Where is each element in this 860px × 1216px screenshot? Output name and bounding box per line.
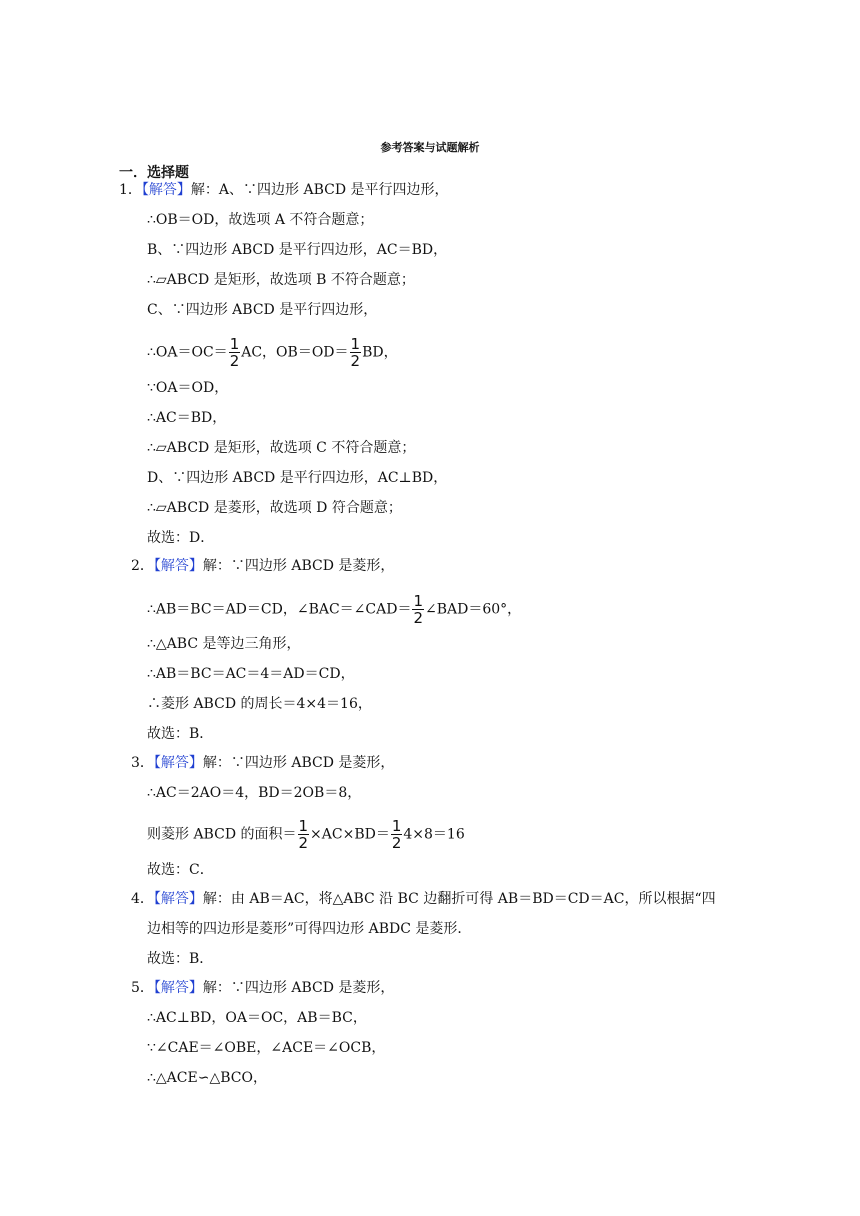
answer-line xyxy=(147,694,372,714)
answer-text: ∴▱ABCD 是菱形，故选项 D 符合题意； xyxy=(147,500,402,516)
answer-text: 解：∵四边形 ABCD 是菱形， xyxy=(202,755,395,771)
answer-line xyxy=(147,634,301,654)
answer-line xyxy=(131,978,394,998)
fraction: $\frac{1}{2}$ xyxy=(350,335,361,370)
answer-line xyxy=(147,949,213,969)
answer-tag: 【解答】 xyxy=(153,980,203,996)
answer-line xyxy=(147,498,402,518)
answer-text: 边相等的四边形是菱形”可得四边形 ABDC 是菱形． xyxy=(147,921,472,937)
answer-text: C、∵四边形 ABCD 是平行四边形， xyxy=(147,302,378,318)
page-title: 参考答案与试题解析 xyxy=(380,141,480,154)
answer-text: 故选：B． xyxy=(147,726,214,742)
answer-line xyxy=(147,240,447,260)
answer-text: ∵∠CAE＝∠OBE，∠ACE＝∠OCB， xyxy=(147,1040,386,1056)
question-number: 5． xyxy=(131,980,154,996)
answer-line xyxy=(147,468,447,488)
answer-text: ∴AC⊥BD，OA＝OC，AB＝BC， xyxy=(147,1010,367,1026)
section-title: 一．选择题 xyxy=(119,165,189,181)
answer-tag: 【解答】 xyxy=(153,891,203,907)
answer-line xyxy=(131,556,394,576)
answer-text: ∴▱ABCD 是矩形，故选项 C 不符合题意； xyxy=(147,440,416,456)
answer-line xyxy=(147,1038,385,1058)
answer-line xyxy=(131,753,394,773)
answer-text: ∴菱形 ABCD 的周长＝4×4＝16， xyxy=(147,696,372,712)
answer-line xyxy=(147,408,226,428)
answer-text: ∴AC＝2AO＝4，BD＝2OB＝8， xyxy=(147,785,362,801)
answer-text: ∴OB＝OD，故选项 A 不符合题意； xyxy=(147,212,374,228)
answer-text: ∴AB＝BC＝AC＝4＝AD＝CD， xyxy=(147,666,355,682)
answer-text: ∴△ABC 是等边三角形， xyxy=(147,636,301,652)
question-number: 2． xyxy=(131,558,154,574)
answer-text: ∴△ACE∽△BCO， xyxy=(147,1070,267,1086)
answer-tag: 【解答】 xyxy=(153,755,203,771)
answer-line xyxy=(147,1008,367,1028)
answer-text: D、∵四边形 ABCD 是平行四边形，AC⊥BD， xyxy=(147,470,448,486)
fraction: $\frac{1}{2}$ xyxy=(413,592,424,627)
answer-text: 故选：D． xyxy=(147,530,215,546)
question-number: 1． xyxy=(119,182,142,198)
line-q2-angle: ∴AB＝BC＝AD＝CD，∠BAC＝∠CAD＝ $\frac{1}{2}$ ∠BAD＝60°， xyxy=(147,592,522,627)
answer-text: 解：∵四边形 ABCD 是菱形， xyxy=(202,980,395,996)
answer-line xyxy=(147,300,377,320)
answer-text: 故选：C． xyxy=(147,862,214,878)
answer-text: 解：∵四边形 ABCD 是菱形， xyxy=(202,558,395,574)
line-q3-area: 则菱形 ABCD 的面积＝ $\frac{1}{2}$ ×AC×BD＝ $\frac{1}{2}$ 4×8＝16 xyxy=(147,817,465,852)
answer-text: ∴AC＝BD， xyxy=(147,410,227,426)
answer-line xyxy=(147,438,415,458)
answer-line xyxy=(147,860,214,880)
question-number: 4． xyxy=(131,891,154,907)
answer-line xyxy=(147,528,214,548)
answer-line xyxy=(131,889,716,909)
line-c-oa: ∴OA＝OC＝ $\frac{1}{2}$ AC，OB＝OD＝ $\frac{1}{2}$ BD， xyxy=(147,335,398,370)
answer-line xyxy=(147,378,228,398)
question-number: 3． xyxy=(131,755,154,771)
fraction: $\frac{1}{2}$ xyxy=(229,335,240,370)
answer-line xyxy=(147,1068,267,1088)
answer-line xyxy=(147,270,415,290)
answer-line xyxy=(147,919,471,939)
answer-text: B、∵四边形 ABCD 是平行四边形，AC＝BD， xyxy=(147,242,448,258)
fraction: $\frac{1}{2}$ xyxy=(298,817,309,852)
answer-text: 故选：B． xyxy=(147,951,214,967)
answer-text: ∴▱ABCD 是矩形，故选项 B 不符合题意； xyxy=(147,272,415,288)
answer-text: 解：A、∵四边形 ABCD 是平行四边形， xyxy=(190,182,449,198)
answer-text: 解：由 AB＝AC，将△ABC 沿 BC 边翻折可得 AB＝BD＝CD＝AC，所以根据“四 xyxy=(202,891,716,907)
answer-line xyxy=(147,783,361,803)
answer-line xyxy=(147,664,355,684)
answer-line xyxy=(147,210,373,230)
answer-line xyxy=(147,724,213,744)
fraction: $\frac{1}{2}$ xyxy=(391,817,402,852)
answer-tag: 【解答】 xyxy=(153,558,203,574)
answer-tag: 【解答】 xyxy=(141,182,191,198)
answer-line xyxy=(119,180,449,200)
answer-text: ∵OA＝OD， xyxy=(147,380,229,396)
